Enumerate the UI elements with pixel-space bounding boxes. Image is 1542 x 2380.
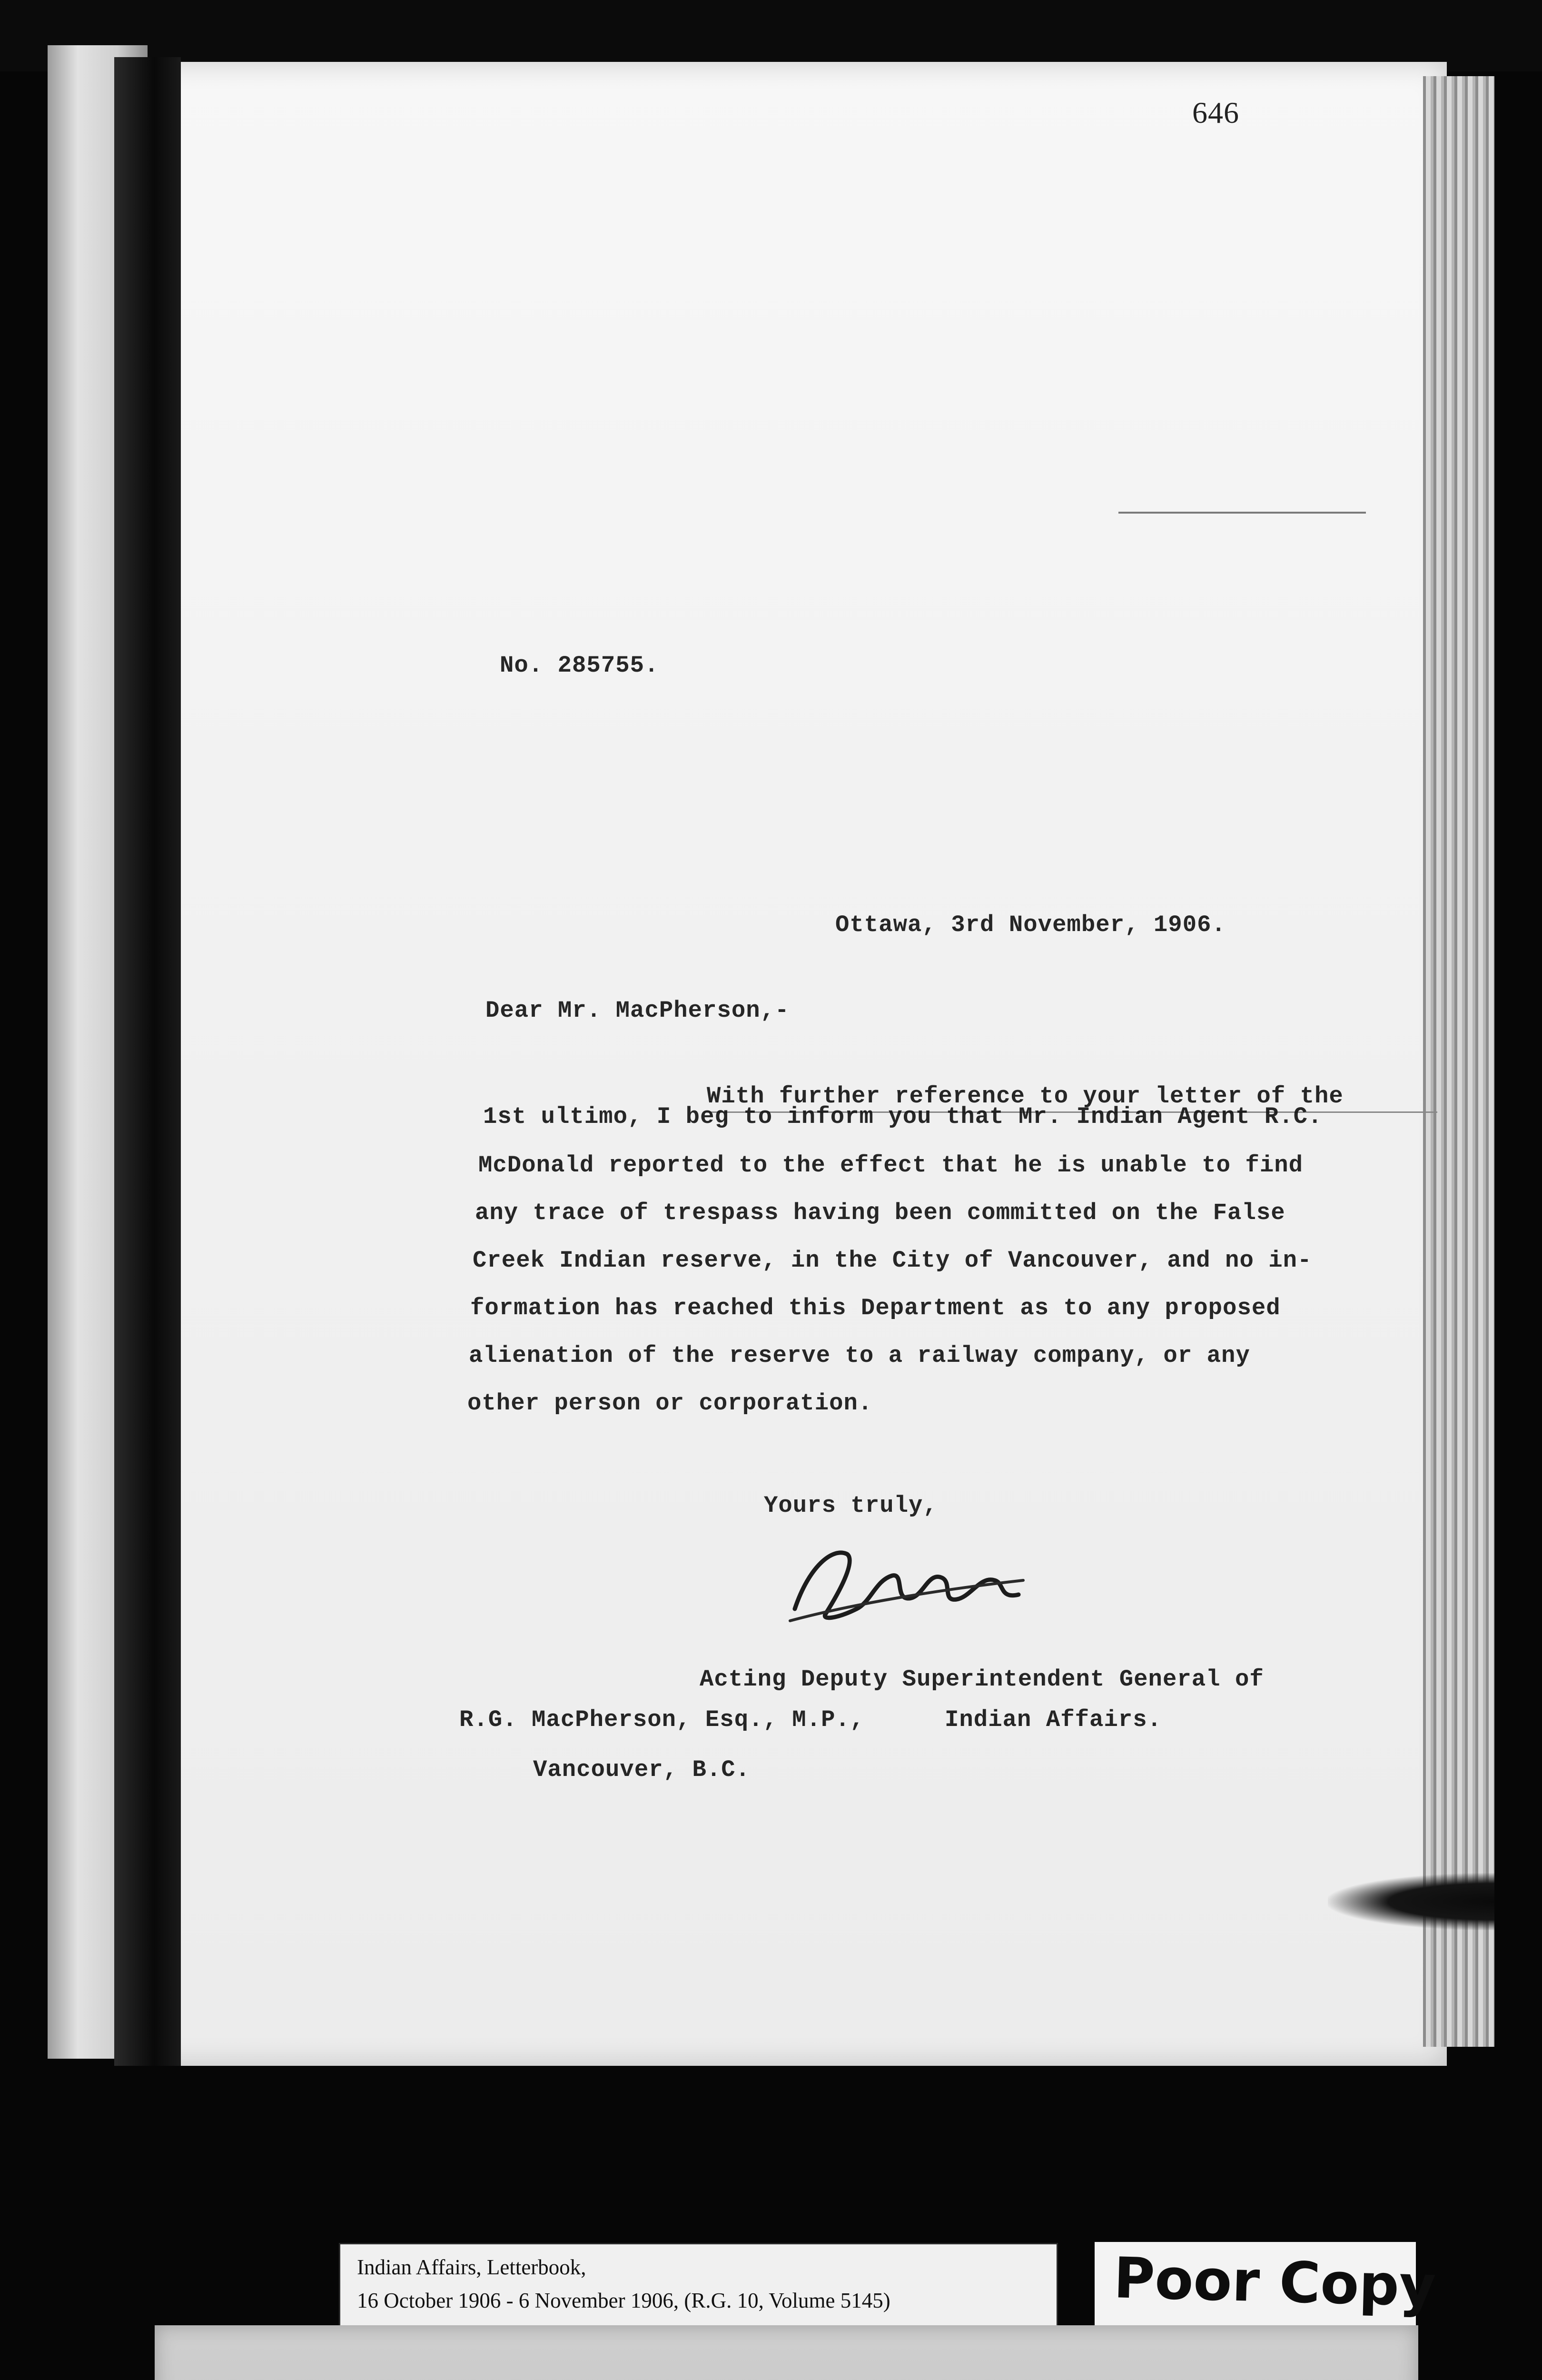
closing: Yours truly, <box>764 1492 938 1519</box>
body-line: 1st ultimo, I beg to inform you that Mr. Indian Agent R.C. <box>483 1103 1323 1130</box>
quality-label <box>1095 2242 1437 2330</box>
body-line: alienation of the reserve to a railway company, or any <box>469 1342 1250 1369</box>
recipient-place: Vancouver, B.C. <box>533 1756 751 1783</box>
pointer-shadow <box>1328 1873 1494 1930</box>
archive-card <box>155 2325 1418 2380</box>
book-gutter <box>114 57 181 2066</box>
body-line: other person or corporation. <box>467 1390 873 1417</box>
citation-line: 16 October 1906 - 6 November 1906, (R.G. 10, Volume 5145) <box>357 2289 890 2312</box>
letter-page <box>126 62 1447 2066</box>
film-frame <box>0 0 1542 71</box>
page-number: 646 <box>1192 96 1239 129</box>
signer-title-department: Indian Affairs. <box>945 1706 1162 1733</box>
file-number: No. 285755. <box>500 652 659 679</box>
place-date: Ottawa, 3rd November, 1906. <box>835 912 1226 938</box>
body-line: Creek Indian reserve, in the City of Vancouver, and no in- <box>473 1247 1312 1274</box>
page-stack-edge <box>1423 76 1494 2047</box>
body-line: McDonald reported to the effect that he is unable to find <box>478 1152 1304 1179</box>
citation-label <box>340 2244 1057 2328</box>
body-line: With further reference to your letter of the <box>707 1083 1344 1110</box>
citation-line: Indian Affairs, Letterbook, <box>357 2255 586 2279</box>
body-line: formation has reached this Department as to any proposed <box>470 1295 1281 1321</box>
quality-note: Poor Copy <box>1113 2245 1437 2319</box>
body-line: any trace of trespass having been committed on the False <box>475 1200 1285 1226</box>
recipient-name: R.G. MacPherson, Esq., M.P., <box>459 1706 865 1733</box>
salutation: Dear Mr. MacPherson,- <box>485 997 790 1024</box>
scan-artifact-line <box>1118 512 1366 514</box>
signer-title: Acting Deputy Superintendent General of <box>700 1666 1264 1693</box>
handwritten-signature <box>781 1537 1028 1628</box>
